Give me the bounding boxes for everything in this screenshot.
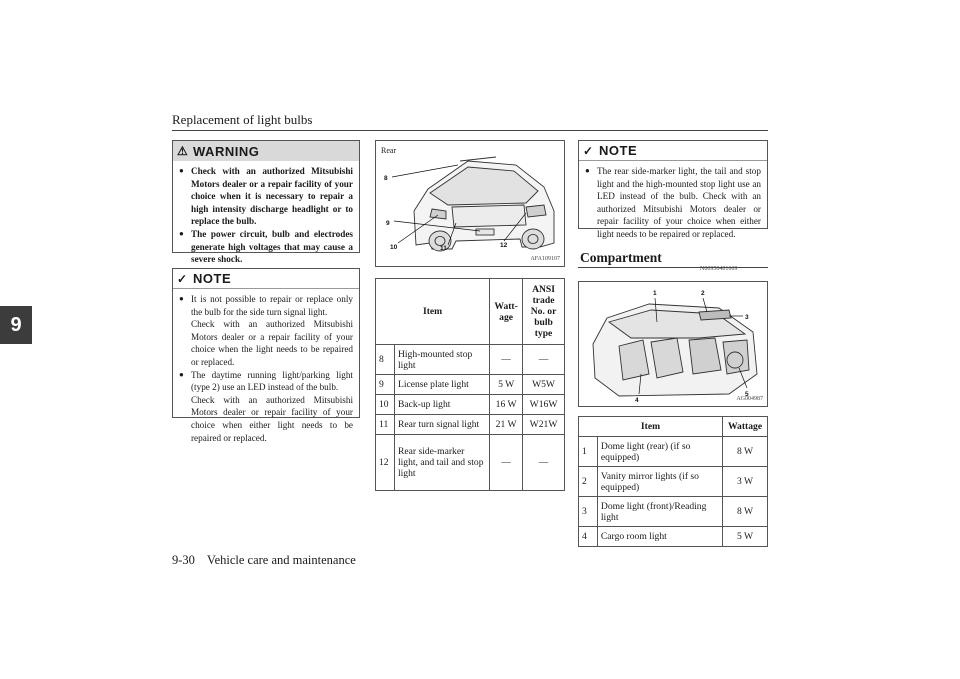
note-box-right [578,140,768,239]
chapter-tab: 9 [0,306,32,344]
warning-box [172,140,360,265]
table-row: 1 Dome light (rear) (if so equipped) 8 W [579,437,768,467]
col-header-wattage: Watt-age [490,279,523,345]
note-item: ● The daytime running light/parking light (type 2) use an LED instead of the bulb. Check with an authorized Mitsubishi Motors dealer or repair facility of your choice when either light needs to be repaired or replaced. [179,369,353,445]
table-row: 3 Dome light (front)/Reading light 8 W [579,497,768,527]
callout-5: 5 [745,391,749,398]
callout-12: 12 [500,242,508,249]
note-heading: ✓ NOTE [173,269,359,289]
warning-item: ● The power circuit, bulb and electrodes generate high voltages that may cause a severe shock. [179,228,353,266]
note-item: ● It is not possible to repair or replace only the bulb for the side turn signal light. Check with an authorized Mitsubishi Motors dealer or a repair facility of your choice when the light needs to be repaired or replaced. [179,293,353,369]
callout-8: 8 [384,175,388,182]
table-header-row [579,417,768,437]
note-check-icon: ✓ [177,271,188,286]
figure-code: AG004987 [736,396,763,402]
footer-section: Vehicle care and maintenance [206,553,356,567]
callout-3: 3 [745,314,749,321]
note-list [173,289,359,450]
table-row: 12 Rear side-marker light, and tail and stop light — — [376,435,565,491]
callout-10: 10 [390,244,398,251]
note-list [579,161,767,247]
table-row: 4 Cargo room light 5 W [579,527,768,547]
section-code: N00950401669 [700,266,738,272]
interior-illustration [579,282,768,407]
section-rule [578,267,768,268]
table-header-row [376,279,565,345]
note-box-left [172,268,360,443]
callout-1: 1 [653,290,657,297]
figure-code: AFA109107 [530,256,560,262]
warning-triangle-icon: ⚠ [177,144,189,158]
warning-item: ● Check with an authorized Mitsubishi Motors dealer or a repair facility of your choice when it is necessary to repair a high intensity discharge headlight or to replace the bulb. [179,165,353,228]
table-row: 8 High-mounted stop light — — [376,345,565,375]
note-check-icon: ✓ [583,143,594,158]
callout-11: 11 [440,245,447,252]
warning-heading: ⚠ WARNING [173,141,359,161]
col-header-item: Item [579,417,723,437]
table-row: 9 License plate light 5 W W5W [376,375,565,395]
col-header-item: Item [376,279,490,345]
table-row: 2 Vanity mirror lights (if so equipped) 3 W [579,467,768,497]
page-number: 9-30 [172,553,195,567]
table-row: 11 Rear turn signal light 21 W W21W [376,415,565,435]
figure-label: Rear [381,146,397,155]
compartment-bulb-table [578,416,768,547]
compartment-lights-figure [578,281,768,407]
col-header-ansi: ANSI trade No. or bulb type [523,279,565,345]
table-row: 10 Back-up light 16 W W16W [376,395,565,415]
note-item: ● The rear side-marker light, the tail and stop light and the high-mounted stop light use an LED instead of the bulb. Check with an authorized Mitsubishi Motors dealer or repair facility of your choice when either light needs to be repaired or replaced. [585,165,761,241]
rear-car-illustration [376,141,565,267]
section-title-compartment: Compartment [580,250,662,265]
rear-lights-figure [375,140,565,267]
note-heading: ✓ NOTE [579,141,767,161]
callout-2: 2 [701,290,705,297]
col-header-wattage: Wattage [723,417,768,437]
callout-4: 4 [635,397,639,404]
callout-9: 9 [386,220,390,227]
header-rule [172,130,768,131]
page-header-title: Replacement of light bulbs [172,112,313,127]
warning-list [173,161,359,272]
page-footer [172,553,356,568]
rear-bulb-table [375,278,565,491]
